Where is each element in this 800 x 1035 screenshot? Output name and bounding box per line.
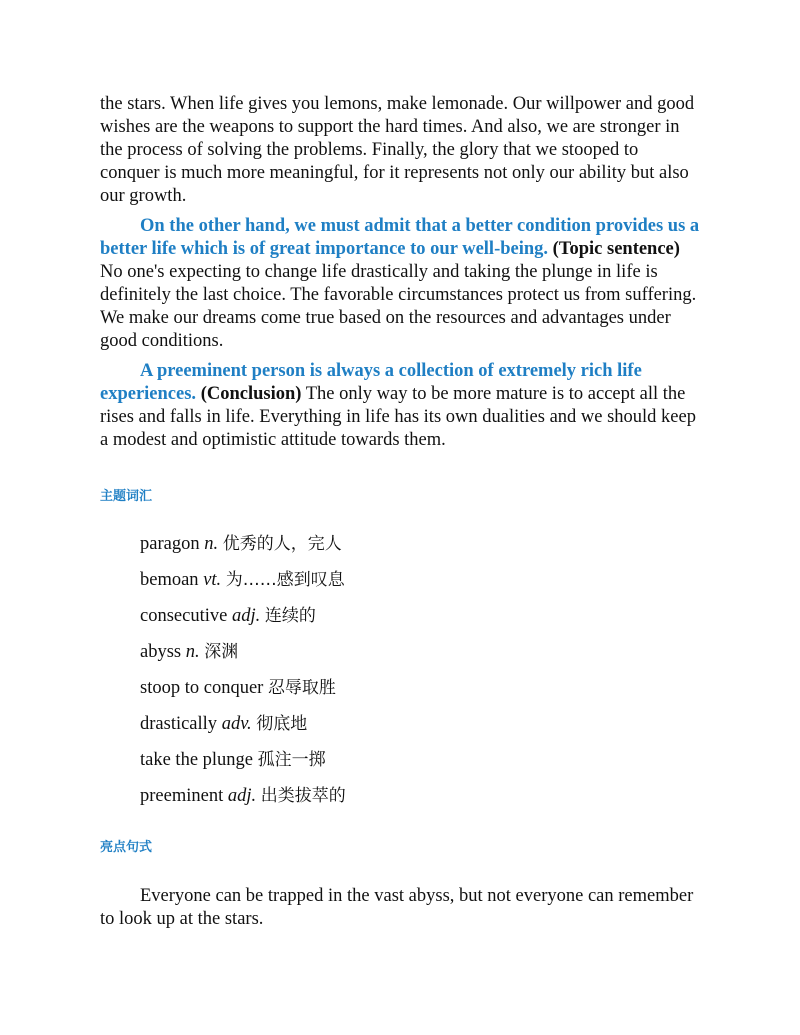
vocab-item: [140, 641, 700, 677]
vocab-list: [100, 533, 700, 821]
conclusion-tag: (Conclusion): [200, 384, 302, 404]
vocab-item: [140, 533, 700, 569]
highlight-sentence: Everyone can be trapped in the vast abyss, but not everyone can remember to look up at the stars.: [100, 886, 694, 929]
vocab-meaning: 孤注一掷: [257, 750, 326, 770]
vocab-item: [140, 569, 700, 605]
vocab-item: [140, 605, 700, 641]
vocab-pos: n.: [185, 642, 200, 662]
vocab-meaning: 深渊: [204, 642, 239, 662]
vocab-item: [140, 713, 700, 749]
paragraph-3-body: The only way to be more mature is to accept all the rises and falls in life. Everything in life has its own dualities and we should keep a modest and optimistic attitude towards them.: [100, 384, 696, 450]
vocab-meaning: 优秀的人，完人: [222, 534, 342, 554]
vocab-word: stoop to conquer: [140, 678, 264, 698]
vocab-word: preeminent: [140, 786, 224, 806]
vocab-word: abyss: [140, 642, 182, 662]
topic-sentence-highlight: On the other hand, we must admit that a better condition provides us a better life which is of great importance to our well-being.: [100, 216, 700, 259]
vocab-word: paragon: [140, 534, 200, 554]
vocab-item: [140, 749, 700, 785]
vocab-meaning: 连续的: [264, 606, 316, 626]
conclusion-highlight: A preeminent person is always a collection of extremely rich life experiences.: [100, 361, 642, 404]
paragraph-1: the stars. When life gives you lemons, make lemonade. Our willpower and good wishes are the weapons to support the hard times. And also, we are stronger in the process of solving the problems. Finally, the glory that we stooped to conquer is much more meaningful, for it represents not only our ability but also our growth.: [100, 94, 695, 206]
vocab-heading: 主题词汇: [100, 489, 153, 504]
vocab-pos: adj.: [231, 606, 261, 626]
vocab-word: bemoan: [140, 570, 199, 590]
vocab-meaning: 出类拔萃的: [260, 786, 346, 806]
vocab-word: consecutive: [140, 606, 228, 626]
vocab-pos: adj.: [227, 786, 257, 806]
vocab-meaning: 忍辱取胜: [267, 678, 336, 698]
vocab-item: [140, 677, 700, 713]
vocab-word: take the plunge: [140, 750, 254, 770]
topic-sentence-tag: (Topic sentence): [552, 239, 680, 259]
document-page: [100, 93, 700, 931]
paragraph-2: [100, 215, 700, 353]
vocab-meaning: 为……感到叹息: [225, 570, 345, 590]
highlight-heading: 亮点句式: [100, 840, 153, 855]
paragraph-3: [100, 360, 700, 452]
vocab-meaning: 彻底地: [256, 714, 308, 734]
vocab-pos: vt.: [203, 570, 222, 590]
vocab-word: drastically: [140, 714, 218, 734]
vocab-item: [140, 785, 700, 821]
vocab-pos: n.: [204, 534, 219, 554]
paragraph-2-body: No one's expecting to change life drastically and taking the plunge in life is definitely the last choice. The favorable circumstances protect us from suffering. We make our dreams come true based on the resources and advantages under good conditions.: [100, 262, 697, 351]
vocab-pos: adv.: [221, 714, 252, 734]
